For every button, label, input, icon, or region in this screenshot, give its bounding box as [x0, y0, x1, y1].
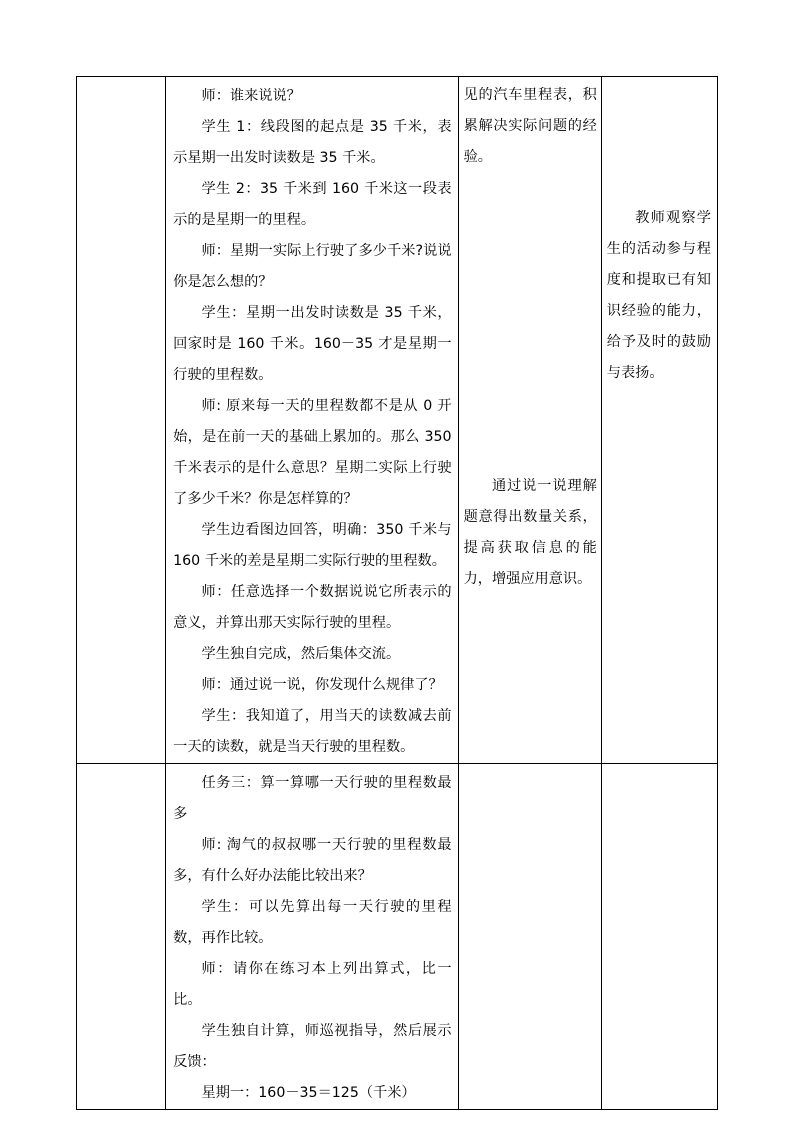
dialogue-line: 学生独自计算，师巡视指导，然后展示反馈：: [173, 1023, 452, 1070]
stage-cell: [77, 77, 166, 764]
dialogue-line: 学生边看图边回答，明确：350 千米与 160 千米的差是星期二实际行驶的里程数。: [173, 522, 452, 569]
table-row: [77, 77, 718, 764]
lesson-plan-table: [76, 76, 718, 1110]
calculation-line: 星期一：160－35＝125（千米）: [201, 1085, 416, 1101]
dialogue-line: 学生 2：35 千米到 160 千米这一段表示的是星期一的里程。: [173, 181, 452, 228]
table-row: [77, 764, 718, 1110]
design-intent-text: 见的汽车里程表，积累解决实际问题的经验。: [463, 87, 597, 165]
design-intent-cell: [458, 77, 601, 764]
dialogue-line: 师: 原来每一天的里程数都不是从 0 开始，是在前一天的基础上累加的。那么 350 千米表示的是什么意思？星期二实际上行驶了多少千米？你是怎样算的？: [173, 398, 452, 507]
dialogue-line: 学生 1：线段图的起点是 35 千米，表示星期一出发时读数是 35 千米。: [173, 119, 452, 166]
design-intent-cell: [458, 764, 601, 1110]
teaching-process-cell: [166, 77, 458, 764]
task-heading: 任务三：算一算哪一天行驶的里程数最多: [173, 775, 452, 822]
teaching-process-cell: [166, 764, 458, 1110]
dialogue-line: 学生：我知道了，用当天的读数减去前一天的读数，就是当天行驶的里程数。: [173, 708, 452, 755]
evaluation-cell: [601, 77, 717, 764]
dialogue-line: 师: 淘气的叔叔哪一天行驶的里程数最多，有什么好办法能比较出来？: [173, 837, 452, 884]
dialogue-line: 师：请你在练习本上列出算式，比一比。: [173, 961, 452, 1008]
dialogue-line: 师：星期一实际上行驶了多少千米?说说你是怎么想的？: [173, 243, 452, 290]
evaluation-text: 教师观察学生的活动参与程度和提取已有知识经验的能力，给予及时的鼓励与表扬。: [606, 210, 711, 381]
design-intent-text: 通过说一说理解题意得出数量关系，提高获取信息的能力，增强应用意识。: [463, 478, 597, 587]
dialogue-line: 师：任意选择一个数据说说它所表示的意义，并算出那天实际行驶的里程。: [173, 584, 452, 631]
dialogue-line: 师：通过说一说，你发现什么规律了？: [201, 677, 443, 693]
stage-cell: [77, 764, 166, 1110]
evaluation-cell: [601, 764, 717, 1110]
dialogue-line: 学生：星期一出发时读数是 35 千米，回家时是 160 千米。160－35 才是星期一行驶的里程数。: [173, 305, 452, 383]
dialogue-line: 师：谁来说说？: [201, 88, 301, 104]
dialogue-line: 学生：可以先算出每一天行驶的里程数，再作比较。: [173, 899, 452, 946]
dialogue-line: 学生独自完成，然后集体交流。: [201, 646, 401, 662]
